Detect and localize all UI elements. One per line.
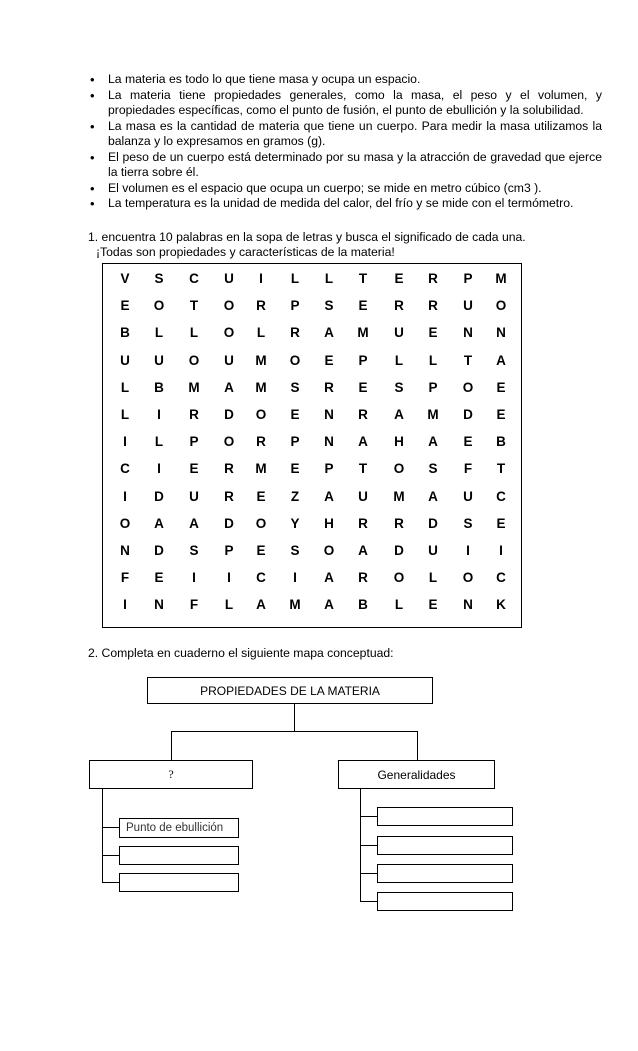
word-search-letter: U [394, 325, 404, 341]
word-search-letter: A [496, 352, 506, 368]
concept-map-left-title: ? [89, 760, 253, 789]
word-search-letter: D [154, 543, 164, 558]
word-search-letter: N [324, 407, 334, 422]
word-search-letter: I [259, 271, 263, 286]
question-2-instruction: 2. Completa en cuaderno el siguiente mapa conceptuad: [88, 646, 394, 660]
word-search-letter: S [290, 379, 300, 395]
word-search-letter: L [154, 434, 164, 450]
word-search-letter: R [256, 434, 266, 450]
word-search-letter: C [189, 271, 199, 286]
word-search-letter: O [323, 543, 335, 558]
word-search-letter: R [394, 515, 404, 531]
word-search-letter: D [154, 488, 164, 504]
word-search-letter: O [495, 298, 507, 314]
word-search-letter: S [290, 543, 300, 558]
word-search-row [103, 489, 521, 509]
word-search-letter: L [324, 271, 334, 286]
word-search-letter: F [189, 597, 199, 613]
question-1-note: ¡Todas son propiedades y características de la materia! [96, 245, 395, 259]
word-search-letter: L [394, 352, 404, 368]
word-search-letter: L [256, 325, 266, 341]
connector-line [360, 816, 377, 817]
word-search-row [103, 271, 521, 291]
bullet-item: • La materia tiene propiedades generales, como la masa, el peso y el volumen, y propiedades específicas, como el punto de fusión, el punto de ebullición y la solubilidad. [88, 88, 602, 119]
word-search-letter: B [496, 434, 506, 450]
word-search-letter: M [255, 352, 267, 368]
word-search-letter: T [358, 271, 368, 286]
question-1-instruction: 1. encuentra 10 palabras en la sopa de letras y busca el significado de cada una. [88, 230, 526, 244]
word-search-letter: T [189, 298, 199, 314]
word-search-letter: C [120, 461, 130, 477]
word-search-letter: C [256, 570, 266, 586]
word-search-letter: A [324, 488, 334, 504]
right-item-box [377, 864, 513, 883]
word-search-letter: A [154, 515, 164, 531]
word-search-letter: O [289, 352, 301, 368]
concept-map-right-title: Generalidades [338, 760, 495, 789]
word-search-letter: R [358, 407, 368, 422]
left-item-box [119, 873, 239, 892]
word-search-letter: M [289, 597, 301, 613]
word-search-letter: S [394, 379, 404, 395]
word-search-letter: T [496, 461, 506, 477]
word-search-letter: A [324, 597, 334, 613]
word-search-letter: A [428, 434, 438, 450]
word-search-row [103, 570, 521, 590]
word-search-row [103, 353, 521, 373]
connector-line [171, 731, 172, 760]
word-search-letter: B [154, 379, 164, 395]
word-search-letter: E [256, 543, 266, 558]
word-search-letter: C [496, 488, 506, 504]
word-search-letter: N [463, 325, 473, 341]
word-search-letter: B [120, 325, 130, 341]
word-search-letter: D [463, 407, 473, 422]
word-search-letter: E [358, 298, 368, 314]
word-search-letter: I [123, 488, 127, 504]
word-search-letter: M [188, 379, 200, 395]
word-search-letter: I [123, 434, 127, 450]
word-search-letter: E [358, 379, 368, 395]
word-search-letter: E [120, 298, 130, 314]
left-item-box: Punto de ebullición [119, 818, 239, 838]
word-search-letter: O [188, 352, 200, 368]
word-search-letter: E [428, 597, 438, 613]
concept-map-root: PROPIEDADES DE LA MATERIA [147, 677, 433, 704]
word-search-letter: L [290, 271, 300, 286]
word-search-letter: U [428, 543, 438, 558]
word-search-letter: A [189, 515, 199, 531]
word-search-letter: E [154, 570, 164, 586]
word-search-letter: N [154, 597, 164, 613]
word-search-letter: I [192, 570, 196, 586]
word-search-letter: O [153, 298, 165, 314]
word-search-letter: I [157, 407, 161, 422]
word-search-letter: P [463, 271, 473, 286]
word-search-letter: S [463, 515, 473, 531]
word-search-letter: O [119, 515, 131, 531]
word-search-letter: P [290, 434, 300, 450]
word-search-letter: M [495, 271, 507, 286]
word-search-letter: A [324, 325, 334, 341]
bullet-item: • El volumen es el espacio que ocupa un cuerpo; se mide en metro cúbico (cm3 ). [88, 181, 602, 197]
connector-line [294, 704, 295, 731]
bullet-item: • La masa es la cantidad de materia que tiene un cuerpo. Para medir la masa utilizamos la balanza y lo expresamos en gramos (g). [88, 119, 602, 150]
question-1 [88, 230, 608, 260]
bullet-item: • El peso de un cuerpo está determinado por su masa y la atracción de gravedad que ejerce la tierra sobre él. [88, 150, 602, 181]
word-search-letter: I [499, 543, 503, 558]
word-search-letter: D [428, 515, 438, 531]
word-search-row [103, 597, 521, 617]
word-search-letter: S [324, 298, 334, 314]
connector-line [102, 882, 119, 883]
bullet-item: • La materia es todo lo que tiene masa y ocupa un espacio. [88, 72, 602, 88]
word-search-letter: M [255, 461, 267, 477]
word-search-letter: H [394, 434, 404, 450]
word-search-letter: L [428, 352, 438, 368]
word-search-letter: B [358, 597, 368, 613]
word-search-letter: E [463, 434, 473, 450]
word-search-letter: I [293, 570, 297, 586]
word-search-letter: O [223, 434, 235, 450]
word-search-row [103, 543, 521, 563]
word-search-letter: E [428, 325, 438, 341]
word-search-letter: E [324, 352, 334, 368]
left-item-box [119, 846, 239, 865]
word-search-letter: S [428, 461, 438, 477]
word-search-letter: Y [290, 515, 300, 531]
right-item-box [377, 807, 513, 826]
word-search-letter: M [427, 407, 439, 422]
word-search-letter: O [393, 461, 405, 477]
word-search-row [103, 434, 521, 454]
word-search-letter: R [428, 298, 438, 314]
word-search-letter: U [224, 271, 234, 286]
word-search-letter: R [358, 570, 368, 586]
connector-line [360, 901, 377, 902]
word-search-letter: F [463, 461, 473, 477]
word-search-letter: L [428, 570, 438, 586]
word-search-letter: L [120, 407, 130, 422]
word-search-row [103, 516, 521, 536]
word-search-letter: C [496, 570, 506, 586]
word-search-row [103, 325, 521, 345]
word-search-letter: P [189, 434, 199, 450]
word-search-row [103, 461, 521, 481]
word-search-letter: N [463, 597, 473, 613]
word-search-letter: T [463, 352, 473, 368]
connector-line [360, 845, 377, 846]
word-search-letter: L [120, 379, 130, 395]
word-search-letter: F [120, 570, 130, 586]
connector-line [102, 827, 119, 828]
word-search-letter: S [154, 271, 164, 286]
word-search-letter: P [324, 461, 334, 477]
right-item-box [377, 892, 513, 911]
word-search-letter: E [496, 379, 506, 395]
word-search-letter: O [223, 325, 235, 341]
word-search-letter: V [120, 271, 130, 286]
word-search-letter: U [154, 352, 164, 368]
word-search-letter: N [324, 434, 334, 450]
word-search-letter: R [224, 488, 234, 504]
bullet-item: • La temperatura es la unidad de medida del calor, del frío y se mide con el termómetro. [88, 196, 602, 212]
word-search-letter: R [394, 298, 404, 314]
word-search-letter: A [358, 434, 368, 450]
word-search-letter: E [189, 461, 199, 477]
word-search-letter: E [256, 488, 266, 504]
info-bullet-list [88, 72, 602, 212]
word-search-grid [102, 263, 522, 628]
right-item-box [377, 836, 513, 855]
word-search-letter: U [463, 298, 473, 314]
connector-line [417, 731, 418, 760]
connector-line [102, 855, 119, 856]
word-search-letter: O [255, 407, 267, 422]
word-search-letter: M [393, 488, 405, 504]
word-search-letter: A [358, 543, 368, 558]
word-search-letter: R [256, 298, 266, 314]
word-search-letter: I [227, 570, 231, 586]
word-search-letter: A [428, 488, 438, 504]
word-search-letter: A [324, 570, 334, 586]
word-search-letter: R [224, 461, 234, 477]
word-search-letter: P [428, 379, 438, 395]
word-search-letter: U [358, 488, 368, 504]
word-search-letter: P [290, 298, 300, 314]
word-search-letter: T [358, 461, 368, 477]
word-search-letter: U [120, 352, 130, 368]
word-search-letter: D [224, 407, 234, 422]
word-search-letter: E [290, 461, 300, 477]
word-search-letter: I [157, 461, 161, 477]
word-search-letter: K [496, 597, 506, 613]
word-search-letter: E [496, 515, 506, 531]
word-search-letter: O [223, 298, 235, 314]
word-search-letter: D [394, 543, 404, 558]
word-search-letter: M [357, 325, 369, 341]
word-search-row [103, 298, 521, 318]
word-search-letter: I [123, 597, 127, 613]
word-search-letter: U [224, 352, 234, 368]
word-search-letter: R [189, 407, 199, 422]
word-search-letter: H [324, 515, 334, 531]
word-search-letter: L [224, 597, 234, 613]
word-search-letter: L [394, 597, 404, 613]
word-search-letter: E [290, 407, 300, 422]
word-search-letter: A [256, 597, 266, 613]
word-search-letter: A [224, 379, 234, 395]
connector-line [102, 789, 103, 882]
word-search-letter: U [189, 488, 199, 504]
word-search-letter: L [154, 325, 164, 341]
word-search-letter: D [224, 515, 234, 531]
connector-line [360, 873, 377, 874]
word-search-letter: R [324, 379, 334, 395]
word-search-letter: I [466, 543, 470, 558]
word-search-letter: O [462, 379, 474, 395]
word-search-letter: U [463, 488, 473, 504]
word-search-letter: P [224, 543, 234, 558]
word-search-row [103, 380, 521, 400]
word-search-letter: M [255, 379, 267, 395]
word-search-letter: E [496, 407, 506, 422]
connector-line [171, 731, 418, 732]
word-search-letter: L [189, 325, 199, 341]
word-search-letter: S [189, 543, 199, 558]
word-search-letter: Z [290, 488, 300, 504]
word-search-letter: O [393, 570, 405, 586]
word-search-letter: O [255, 515, 267, 531]
word-search-letter: N [496, 325, 506, 341]
word-search-letter: N [120, 543, 130, 558]
word-search-letter: R [358, 515, 368, 531]
word-search-letter: A [394, 407, 404, 422]
word-search-letter: R [290, 325, 300, 341]
word-search-letter: O [462, 570, 474, 586]
word-search-letter: E [394, 271, 404, 286]
word-search-row [103, 407, 521, 427]
word-search-letter: P [358, 352, 368, 368]
word-search-letter: R [428, 271, 438, 286]
